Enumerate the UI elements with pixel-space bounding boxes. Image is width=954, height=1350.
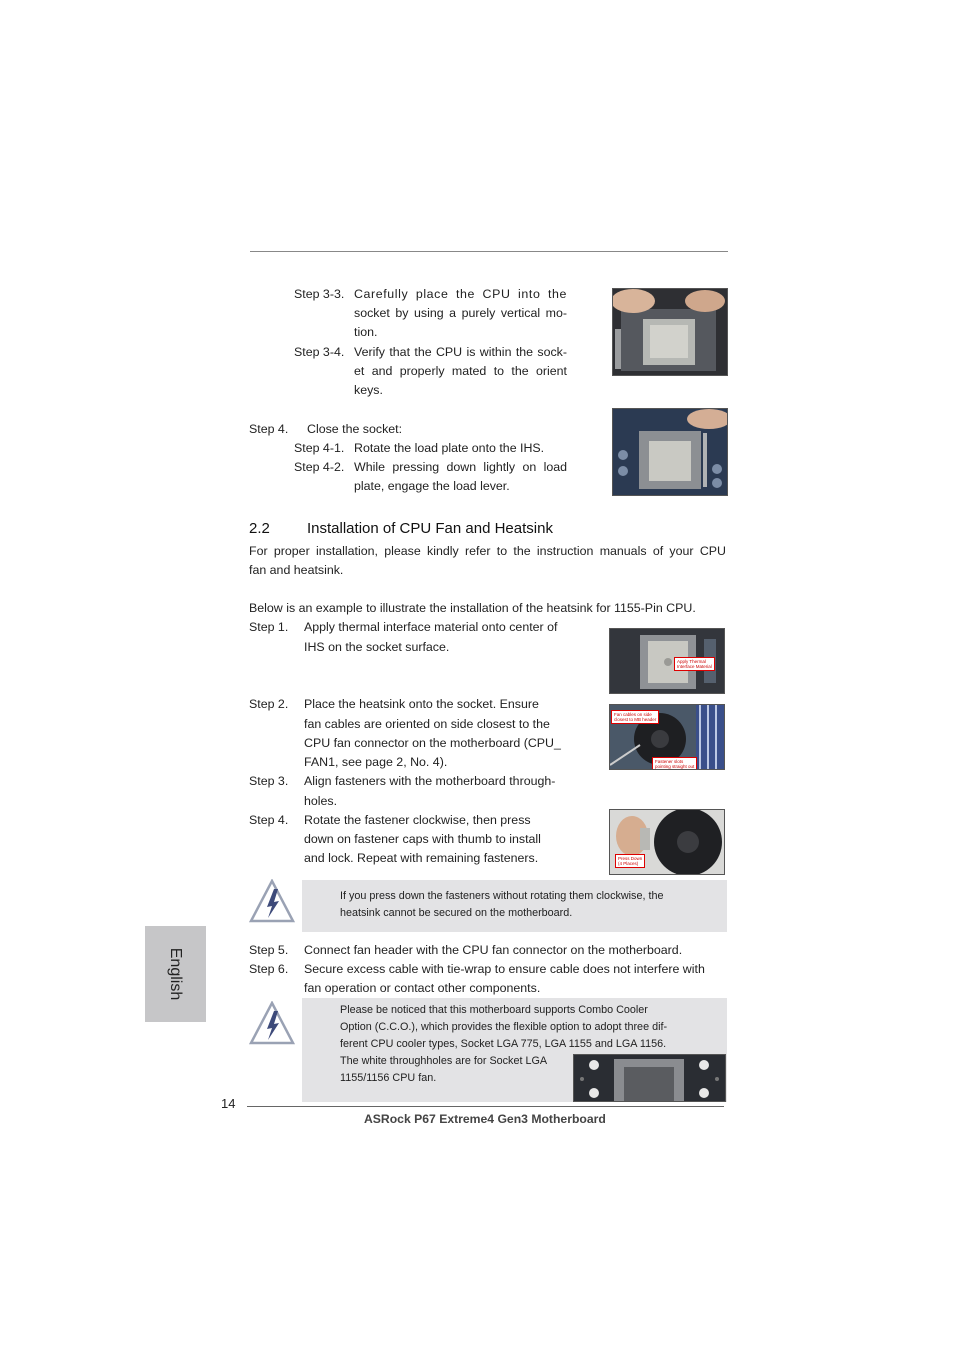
hs-step-2-line-4: FAN1, see page 2, No. 4). [304, 755, 448, 769]
press-callout: Press Down (4 Places) [615, 854, 645, 868]
press-fastener-photo [609, 809, 725, 875]
warning-2-line-2: Option (C.C.O.), which provides the flexible option to adopt three dif- [340, 1021, 668, 1033]
step-4-text: Close the socket: [307, 422, 403, 436]
hs-step-3-label: Step 3. [249, 774, 289, 788]
section-intro-line-1: For proper installation, please kindly refer to the instruction manuals of your CPU [249, 544, 726, 558]
step-3-4-line-2: et and properly mated to the orient [354, 364, 567, 378]
warning-triangle-icon [249, 879, 295, 923]
section-number: 2.2 [249, 520, 270, 537]
heatsink-placement-photo [609, 704, 725, 770]
step-3-4-line-1: Verify that the CPU is within the sock- [354, 345, 567, 359]
step-4-label: Step 4. [249, 422, 289, 436]
hs-step-1-line-1: Apply thermal interface material onto center of [304, 620, 558, 634]
hs-step-3-line-1: Align fasteners with the motherboard through- [304, 774, 556, 788]
fastener-slots-callout: Fastener slots pointing straight out [652, 757, 697, 770]
step-3-4-label: Step 3-4. [294, 345, 345, 359]
warning-1-line-2: heatsink cannot be secured on the motherboard. [340, 907, 573, 919]
warning-2-line-4: The white throughholes are for Socket LGA [340, 1055, 548, 1067]
step-5-label: Step 5. [249, 943, 289, 957]
section-intro-line-2: fan and heatsink. [249, 563, 344, 577]
section-heading: Installation of CPU Fan and Heatsink [307, 520, 553, 537]
step-4-2-label: Step 4-2. [294, 460, 345, 474]
step-4-2-line-2: plate, engage the load lever. [354, 479, 510, 493]
warning-1-line-1: If you press down the fasteners without rotating them clockwise, the [340, 890, 664, 902]
step-3-4-line-3: keys. [354, 383, 383, 397]
hs-step-1-label: Step 1. [249, 620, 289, 634]
step-4-1-line-1: Rotate the load plate onto the IHS. [354, 441, 545, 455]
hs-step-2-line-3: CPU fan connector on the motherboard (CPU_ [304, 736, 561, 750]
throughholes-photo [573, 1054, 726, 1102]
step-5-line-1: Connect fan header with the CPU fan connector on the motherboard. [304, 943, 683, 957]
bottom-divider [247, 1106, 724, 1107]
cpu-placement-photo [612, 288, 728, 376]
page-number: 14 [221, 1096, 236, 1111]
hs-step-1-line-2: IHS on the socket surface. [304, 640, 450, 654]
fan-cable-callout: Fan cables on side closest to MB header [611, 710, 659, 724]
step-3-3-label: Step 3-3. [294, 287, 345, 301]
language-tab-label: English [167, 947, 184, 1001]
tim-callout: Apply Thermal Interface Material [674, 657, 715, 671]
hs-step-2-line-1: Place the heatsink onto the socket. Ensure [304, 697, 539, 711]
hs-step-4-line-1: Rotate the fastener clockwise, then press [304, 813, 531, 827]
section-example: Below is an example to illustrate the installation of the heatsink for 1155-Pin CPU. [249, 601, 696, 615]
thermal-material-photo [609, 628, 725, 694]
step-4-2-line-1: While pressing down lightly on load [354, 460, 567, 474]
step-3-3-line-2: socket by using a purely vertical mo- [354, 306, 567, 320]
warning-2-line-5: 1155/1156 CPU fan. [340, 1072, 437, 1084]
step-3-3-line-3: tion. [354, 325, 378, 339]
step-6-line-2: fan operation or contact other components. [304, 981, 541, 995]
language-tab [145, 926, 206, 1022]
hs-step-3-line-2: holes. [304, 794, 338, 808]
hs-step-4-label: Step 4. [249, 813, 289, 827]
section-title [249, 519, 553, 539]
hs-step-2-label: Step 2. [249, 697, 289, 711]
step-6-line-1: Secure excess cable with tie-wrap to ensure cable does not interfere with [304, 962, 705, 976]
step-3-3-line-1: Carefully place the CPU into the [354, 287, 567, 301]
close-socket-photo [612, 408, 728, 496]
hs-step-2-line-2: fan cables are oriented on side closest to the [304, 717, 550, 731]
top-divider [250, 251, 728, 252]
warning-2-line-1: Please be noticed that this motherboard supports Combo Cooler [340, 1004, 648, 1016]
warning-2-line-3: ferent CPU cooler types, Socket LGA 775, LGA 1155 and LGA 1156. [340, 1038, 667, 1050]
step-4-1-label: Step 4-1. [294, 441, 345, 455]
step-6-label: Step 6. [249, 962, 289, 976]
hs-step-4-line-3: and lock. Repeat with remaining fasteners. [304, 851, 539, 865]
warning-triangle-icon [249, 1001, 295, 1045]
footer-title: ASRock P67 Extreme4 Gen3 Motherboard [364, 1112, 606, 1126]
hs-step-4-line-2: down on fastener caps with thumb to install [304, 832, 541, 846]
